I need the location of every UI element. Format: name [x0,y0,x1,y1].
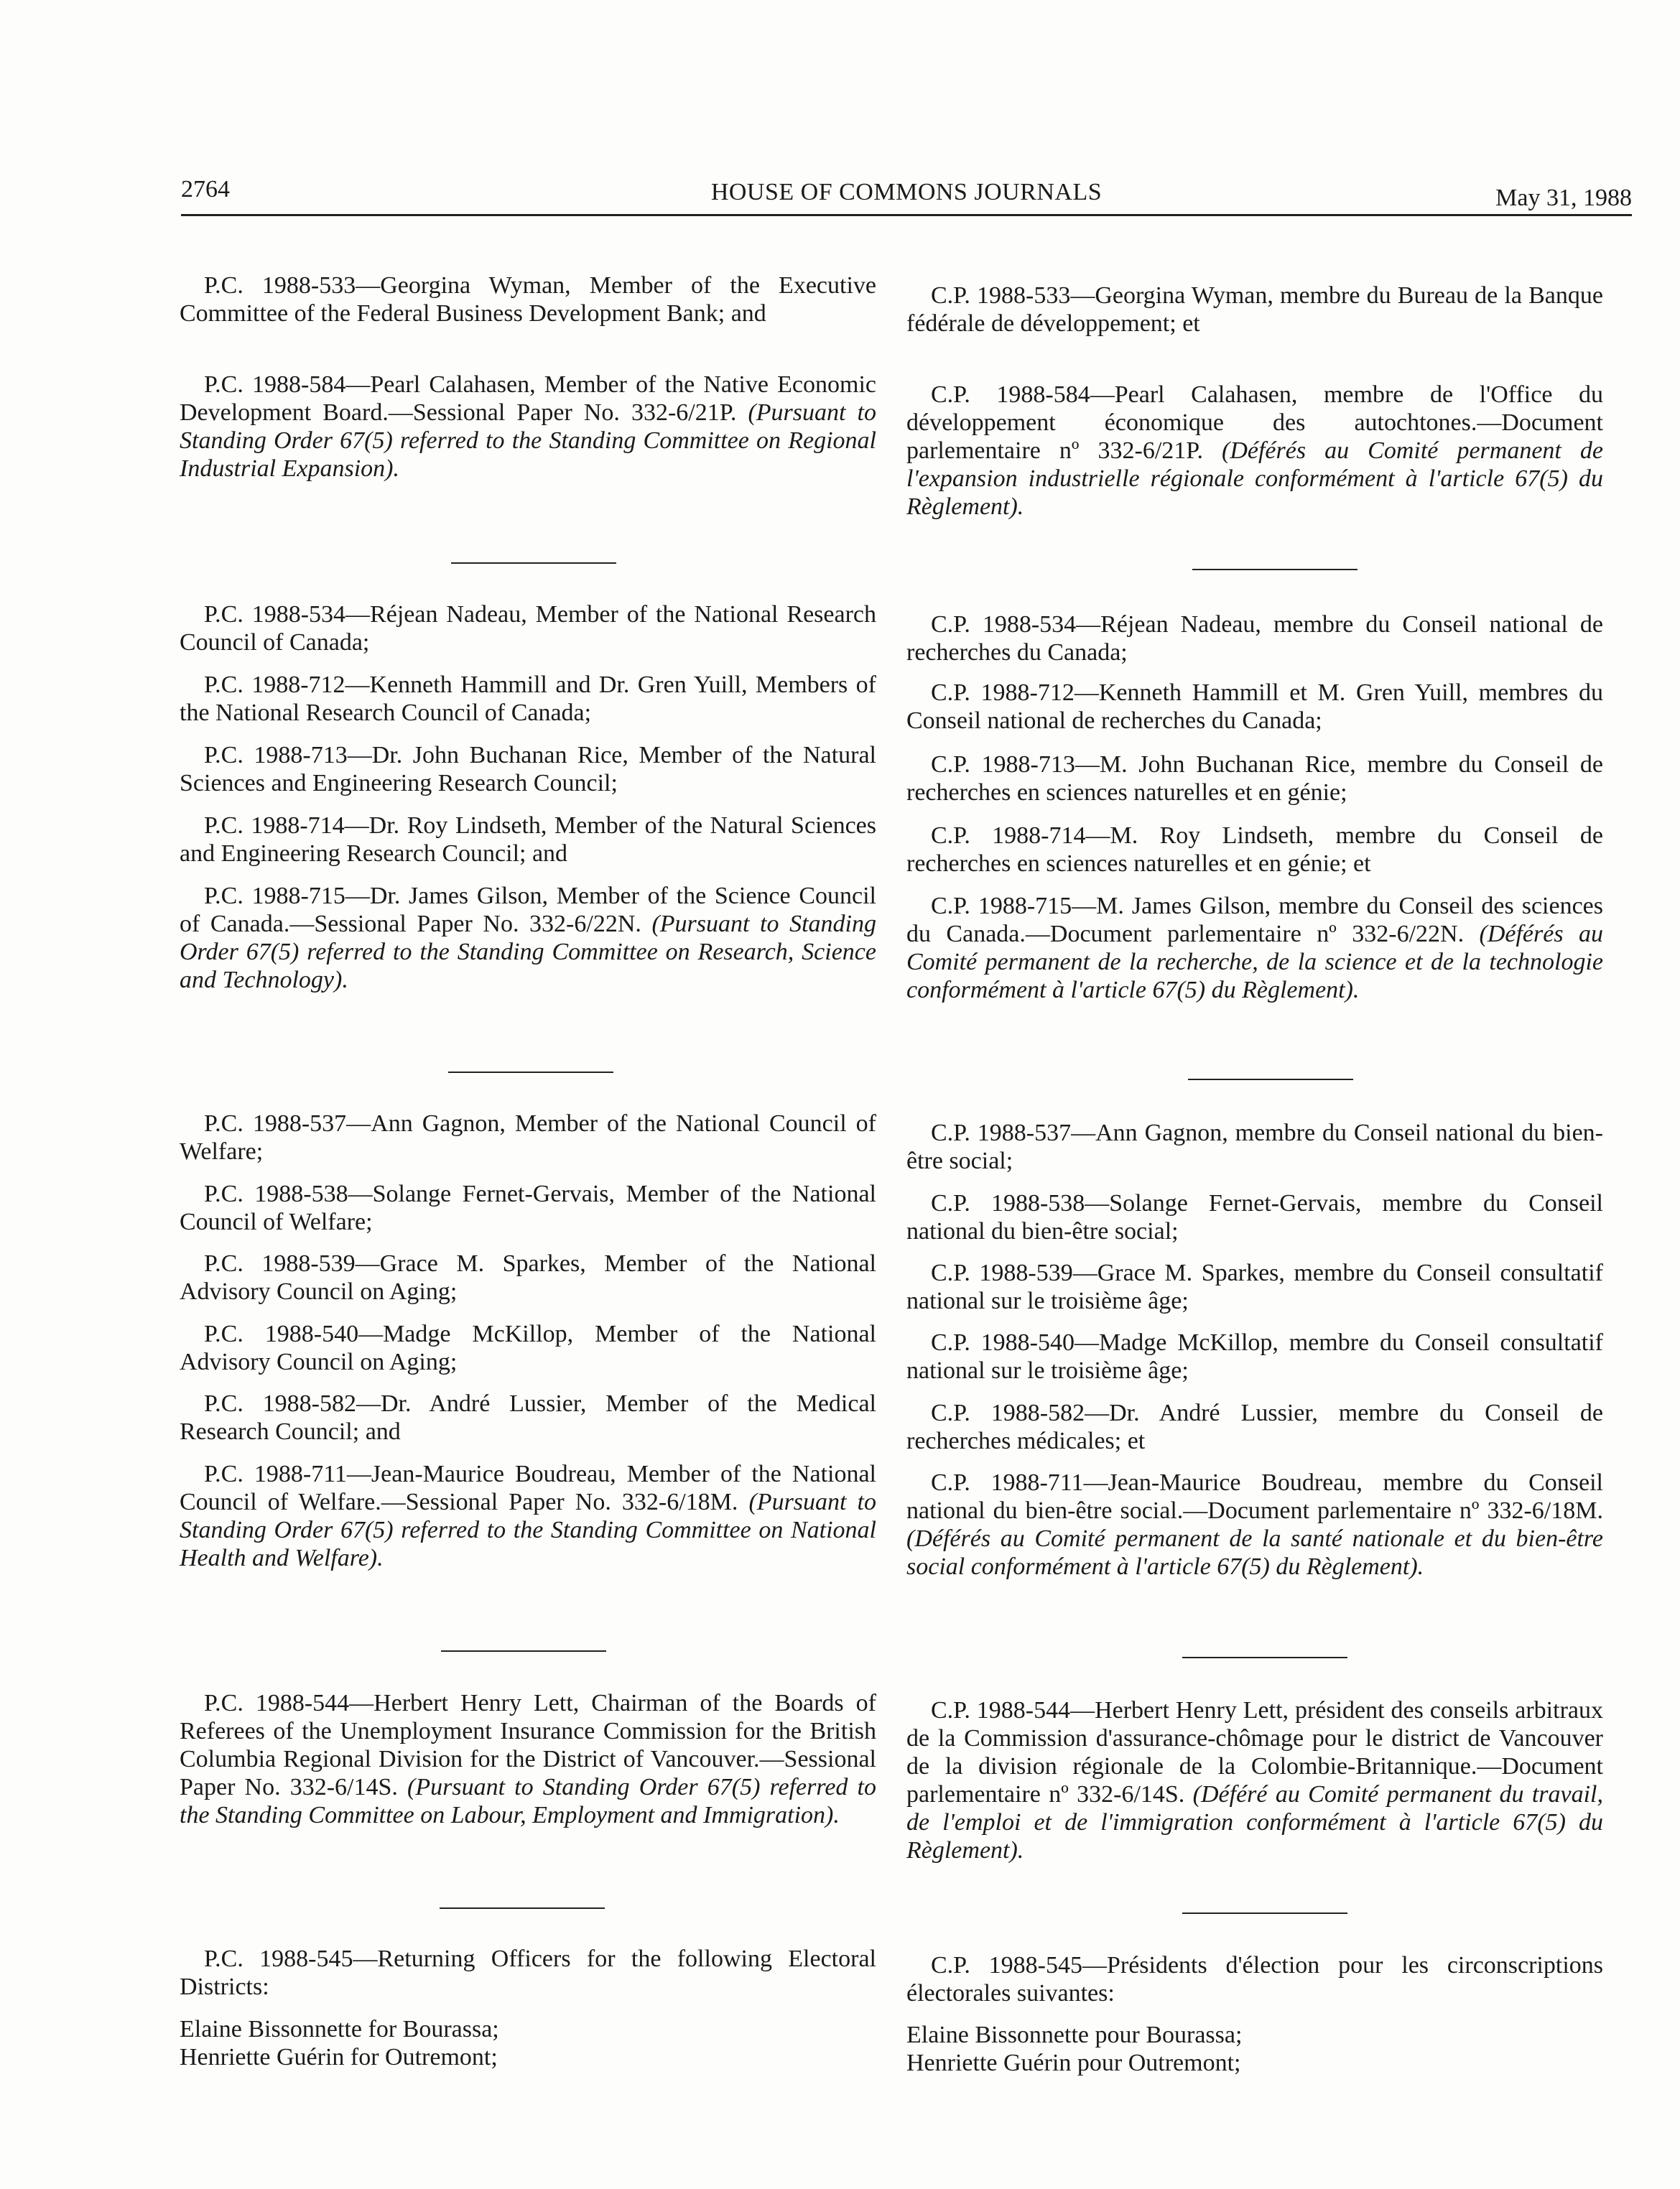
order-paragraph: P.C. 1988-712—Kenneth Hammill and Dr. Gren Yuill, Members of the National Research Council of Canada; [180,671,876,726]
returning-officer-entry: Henriette Guérin for Outremont; [180,2044,498,2071]
journal-date: May 31, 1988 [1495,185,1632,211]
order-paragraph: C.P. 1988-713—M. John Buchanan Rice, membre du Conseil de recherches en sciences naturelles et en génie; [906,751,1603,806]
order-paragraph: C.P. 1988-538—Solange Fernet-Gervais, membre du Conseil national du bien-être social; [906,1190,1603,1245]
order-paragraph: C.P. 1988-715—M. James Gilson, membre du Conseil des sciences du Canada.—Document parlementaire nº 332-6/22N. (Déférés au Comité permanent de la recherche, de la science et de la technologie conformément à l'article 67(5) du Règlement). [906,893,1604,1003]
referral-note: (Pursuant to Standing Order 67(5) referred to the Standing Committee on National Health and Welfare). [180,1489,877,1571]
page-header [181,171,1632,216]
section-divider [1182,1913,1347,1914]
section-divider [448,1072,613,1073]
order-paragraph: P.C. 1988-715—Dr. James Gilson, Member of the Science Council of Canada.—Sessional Paper No. 332-6/22N. (Pursuant to Standing Order 67(5) referred to the Standing Committee on Research, Science and Technology). [180,883,876,993]
order-paragraph: P.C. 1988-534—Réjean Nadeau, Member of the National Research Council of Canada; [180,601,876,656]
order-paragraph: C.P. 1988-537—Ann Gagnon, membre du Conseil national du bien-être social; [906,1120,1603,1174]
order-paragraph: P.C. 1988-545—Returning Officers for the following Electoral Districts: [180,1946,876,2000]
order-paragraph: P.C. 1988-539—Grace M. Sparkes, Member of the National Advisory Council on Aging; [180,1250,876,1305]
returning-officer-entry: Elaine Bissonnette pour Bourassa; [906,2022,1243,2048]
order-paragraph: C.P. 1988-544—Herbert Henry Lett, président des conseils arbitraux de la Commission d'assurance-chômage pour le district de Vancouver de la division régionale de la Colombie-Britannique.—Document parlementaire nº 332-6/14S. (Déféré au Comité permanent du travail, de l'emploi et de l'immigration conformément à l'article 67(5) du Règlement). [906,1697,1603,1864]
order-paragraph: C.P. 1988-539—Grace M. Sparkes, membre du Conseil consultatif national sur le troisième âge; [906,1260,1603,1314]
order-paragraph: C.P. 1988-540—Madge McKillop, membre du Conseil consultatif national sur le troisième âge; [906,1329,1603,1384]
order-paragraph: C.P. 1988-582—Dr. André Lussier, membre du Conseil de recherches médicales; et [906,1400,1603,1454]
section-divider [441,1650,606,1652]
order-paragraph: C.P. 1988-712—Kenneth Hammill et M. Gren Yuill, membres du Conseil national de recherches du Canada; [906,679,1603,734]
order-paragraph: P.C. 1988-537—Ann Gagnon, Member of the National Council of Welfare; [180,1110,876,1165]
referral-note: (Pursuant to Standing Order 67(5) referred to the Standing Committee on Labour, Employment and Immigration). [180,1774,876,1828]
order-paragraph: P.C. 1988-713—Dr. John Buchanan Rice, Member of the Natural Sciences and Engineering Research Council; [180,742,876,796]
order-paragraph: P.C. 1988-584—Pearl Calahasen, Member of the Native Economic Development Board.—Sessional Paper No. 332-6/21P. (Pursuant to Standing Order 67(5) referred to the Standing Committee on Regional Industrial Expansion). [180,371,876,482]
section-divider [1182,1657,1347,1658]
section-divider [1192,569,1358,570]
order-paragraph: C.P. 1988-714—M. Roy Lindseth, membre du Conseil de recherches en sciences naturelles et en génie; et [906,822,1603,877]
referral-note: (Déférés au Comité permanent de la santé nationale et du bien-être social conformément à l'article 67(5) du Règlement). [906,1525,1603,1580]
referral-note: (Pursuant to Standing Order 67(5) referred to the Standing Committee on Research, Science and Technology). [180,911,876,993]
order-paragraph: C.P. 1988-545—Présidents d'élection pour les circonscriptions électorales suivantes: [906,1952,1603,2007]
returning-officer-entry: Henriette Guérin pour Outremont; [906,2050,1241,2076]
order-paragraph: C.P. 1988-533—Georgina Wyman, membre du Bureau de la Banque fédérale de développement; et [906,282,1603,337]
order-paragraph: P.C. 1988-711—Jean-Maurice Boudreau, Member of the National Council of Welfare.—Sessional Paper No. 332-6/18M. (Pursuant to Standing Order 67(5) referred to the Standing Committee on National Health and Welfare). [180,1461,877,1571]
section-divider [1188,1079,1353,1080]
order-paragraph: P.C. 1988-714—Dr. Roy Lindseth, Member of the Natural Sciences and Engineering Research Council; and [180,812,876,867]
order-paragraph: P.C. 1988-533—Georgina Wyman, Member of the Executive Committee of the Federal Business Development Bank; and [180,272,876,327]
page-number: 2764 [181,176,230,203]
order-paragraph: P.C. 1988-582—Dr. André Lussier, Member of the Medical Research Council; and [180,1390,876,1445]
referral-note: (Pursuant to Standing Order 67(5) referred to the Standing Committee on Regional Industrial Expansion). [180,399,876,482]
returning-officer-entry: Elaine Bissonnette for Bourassa; [180,2016,499,2042]
referral-note: (Déféré au Comité permanent du travail, de l'emploi et de l'immigration conformément à l'article 67(5) du Règlement). [906,1781,1603,1864]
order-paragraph: P.C. 1988-544—Herbert Henry Lett, Chairman of the Boards of Referees of the Unemployment Insurance Commission for the British Columbia Regional Division for the District of Vancouver.—Sessional Paper No. 332-6/14S. (Pursuant to Standing Order 67(5) referred to the Standing Committee on Labour, Employment and Immigration). [180,1690,876,1828]
order-paragraph: P.C. 1988-538—Solange Fernet-Gervais, Member of the National Council of Welfare; [180,1181,876,1235]
referral-note: (Déférés au Comité permanent de l'expansion industrielle régionale conformément à l'article 67(5) du Règlement). [906,437,1604,520]
order-paragraph: C.P. 1988-534—Réjean Nadeau, membre du Conseil national de recherches du Canada; [906,611,1603,666]
referral-note: (Déférés au Comité permanent de la recherche, de la science et de la technologie conformément à l'article 67(5) du Règlement). [906,921,1604,1003]
section-divider [451,562,616,564]
order-paragraph: C.P. 1988-711—Jean-Maurice Boudreau, membre du Conseil national du bien-être social.—Document parlementaire nº 332-6/18M. (Déférés au Comité permanent de la santé nationale et du bien-être social conformément à l'article 67(5) du Règlement). [906,1469,1603,1580]
section-divider [440,1907,605,1909]
order-paragraph: P.C. 1988-540—Madge McKillop, Member of the National Advisory Council on Aging; [180,1321,876,1375]
order-paragraph: C.P. 1988-584—Pearl Calahasen, membre de l'Office du développement économique des autochtones.—Document parlementaire nº 332-6/21P. (Déférés au Comité permanent de l'expansion industrielle régionale conformément à l'article 67(5) du Règlement). [906,381,1604,520]
journal-title: HOUSE OF COMMONS JOURNALS [710,179,1103,205]
